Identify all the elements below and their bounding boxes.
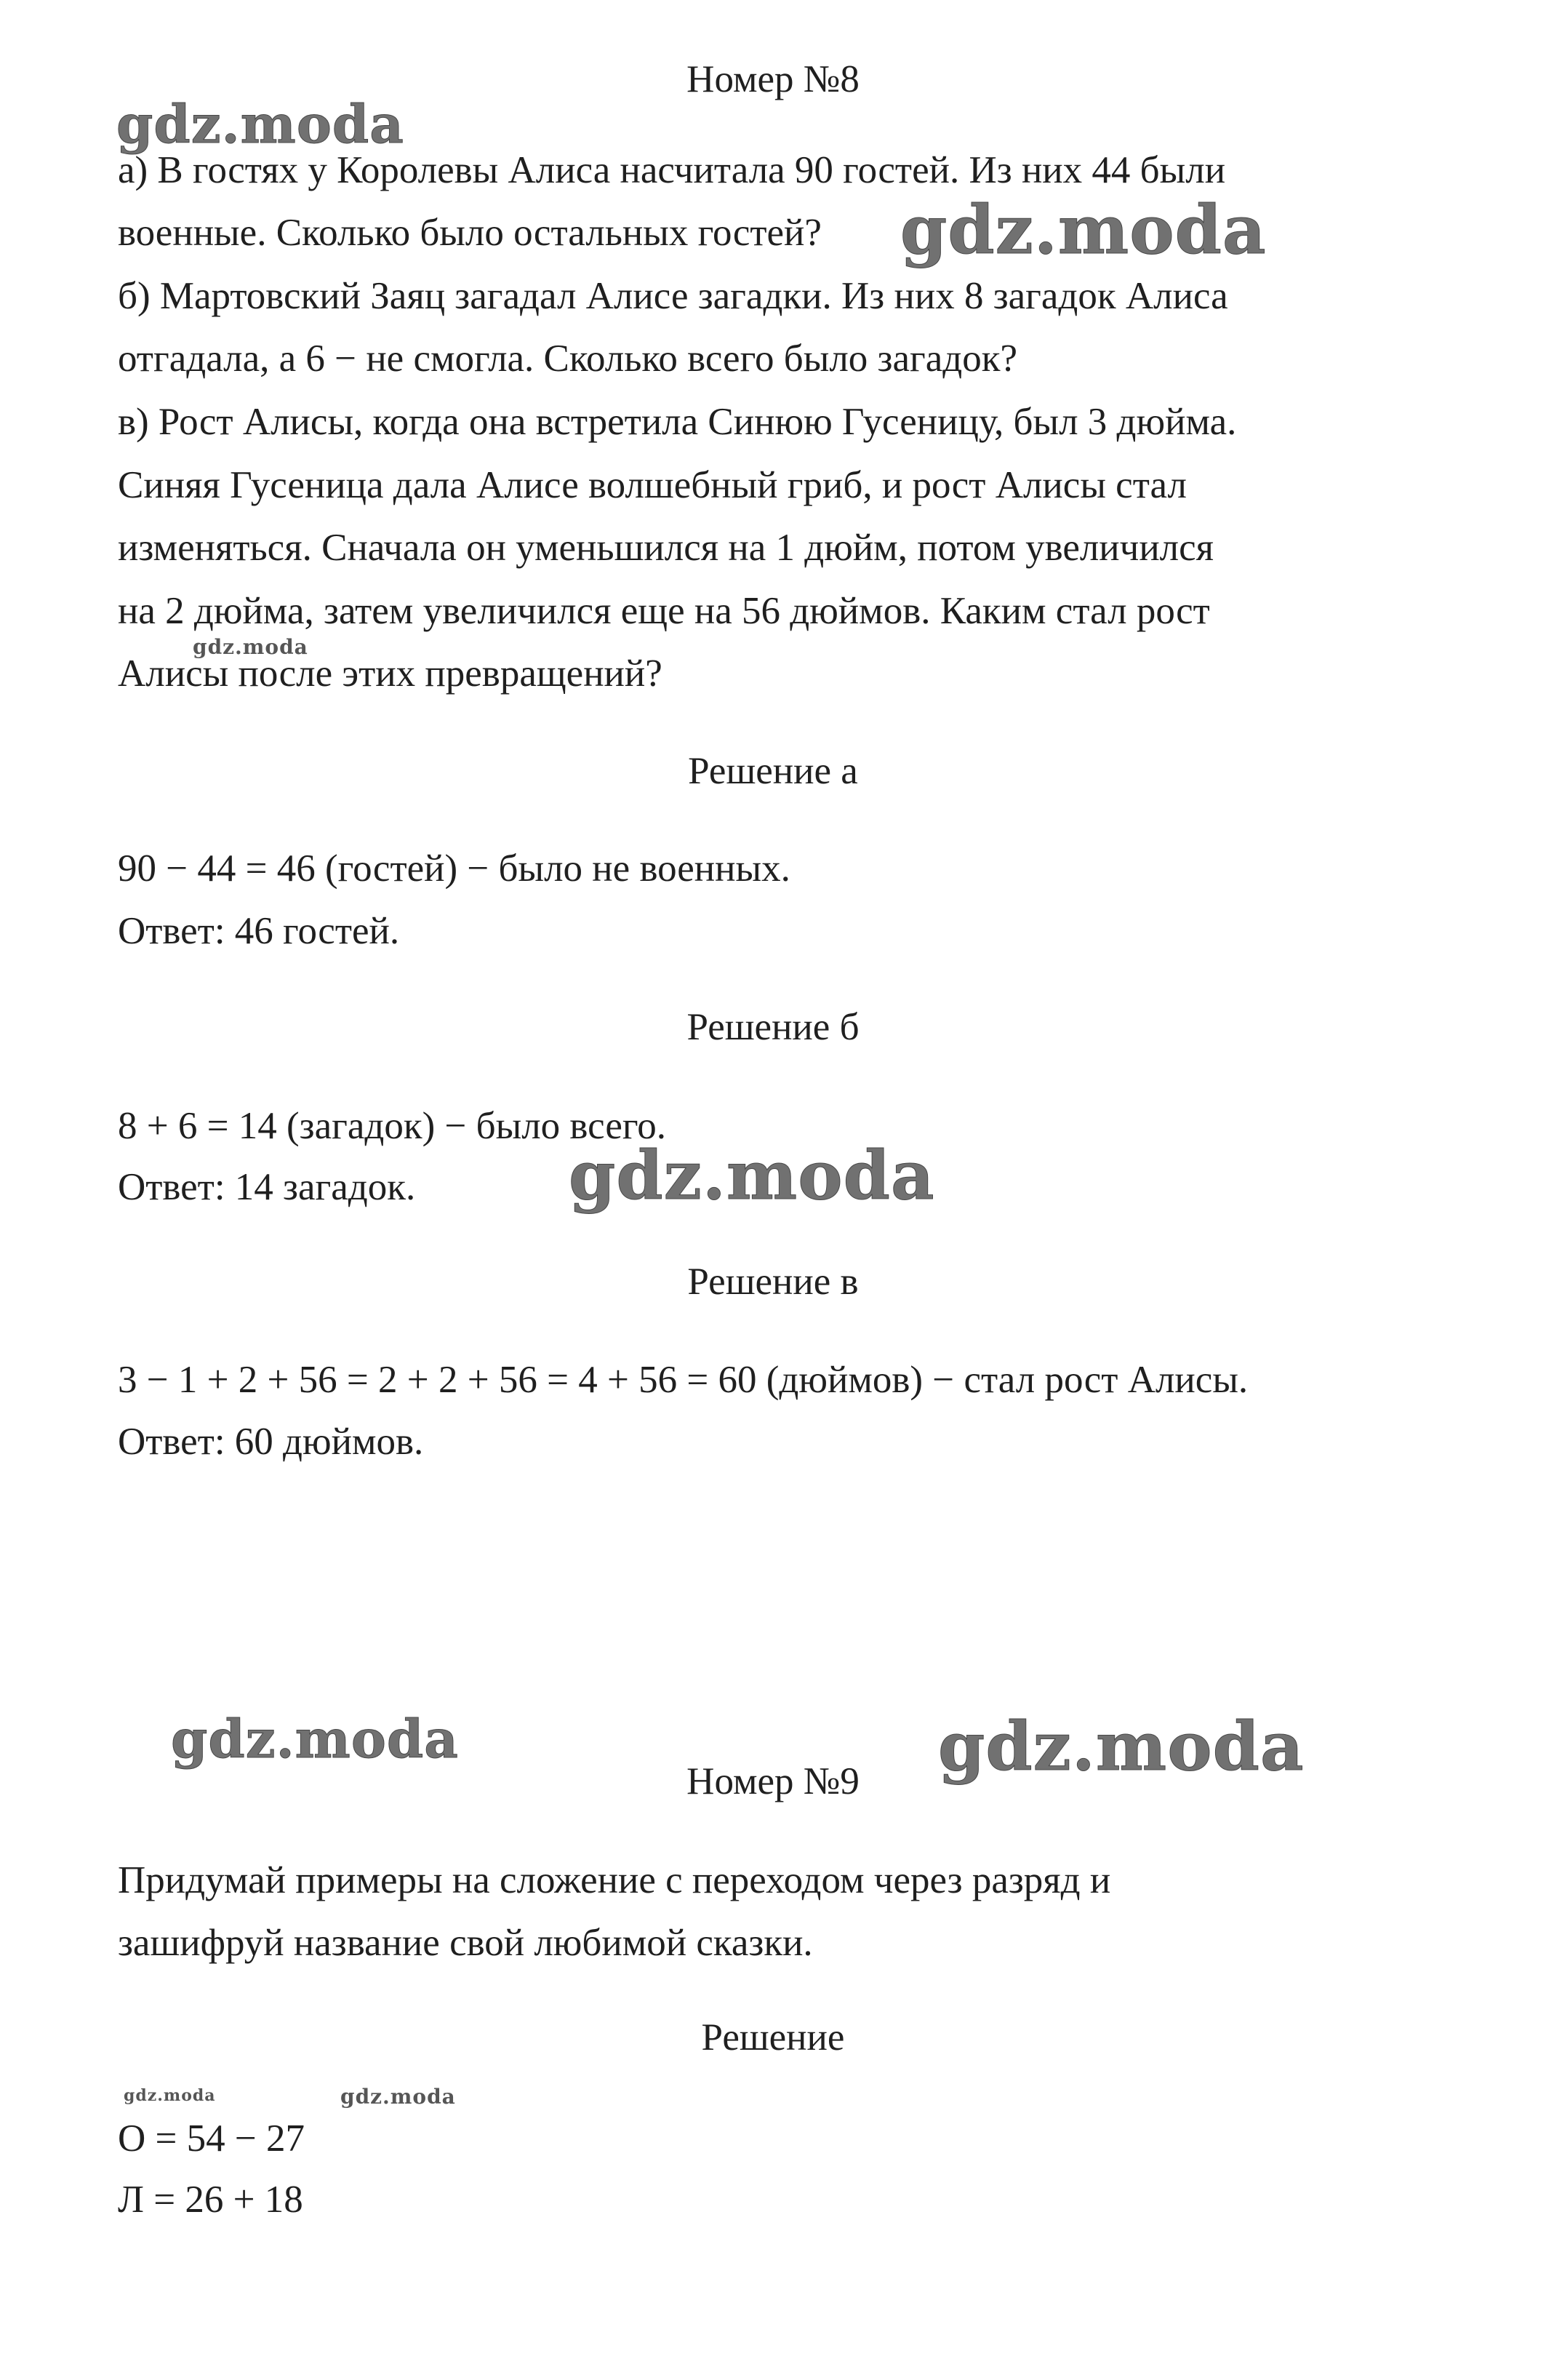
solution-v-heading: Решение в [687,1261,859,1303]
watermark-text: gdz.moda [124,2086,216,2105]
problem-9-title: Номер №9 [686,1760,860,1802]
problem-8-text-line: на 2 дюйма, затем увеличился еще на 56 дюймов. Каким стал рост [118,590,1210,632]
solution-a-heading: Решение а [688,750,858,792]
watermark-text: gdz.moda [193,635,308,659]
problem-9-solution-line: Л = 26 + 18 [118,2179,303,2221]
problem-9-solution-heading: Решение [701,2016,845,2058]
problem-8-text-line: б) Мартовский Заяц загадал Алисе загадки. Из них 8 загадок Алиса [118,275,1228,317]
watermark-text: gdz.moda [116,93,404,155]
problem-8-text-line: изменяться. Сначала он уменьшился на 1 дюйм, потом увеличился [118,527,1214,569]
problem-8-text-line: в) Рост Алисы, когда она встретила Синюю Гусеницу, был 3 дюйма. [118,401,1237,443]
watermark-text: gdz.moda [569,1136,935,1215]
problem-8-text-line: а) В гостях у Королевы Алиса насчитала 90 гостей. Из них 44 были [118,149,1226,191]
problem-8-text-line: Алисы после этих превращений? [118,652,662,695]
watermark-text: gdz.moda [938,1707,1305,1786]
solution-v-line: 3 − 1 + 2 + 56 = 2 + 2 + 56 = 4 + 56 = 60 (дюймов) − стал рост Алисы. [118,1359,1249,1401]
problem-8-text-line: Синяя Гусеница дала Алисе волшебный гриб, и рост Алисы стал [118,464,1187,506]
solution-b-heading: Решение б [686,1006,860,1048]
solution-b-answer: Ответ: 14 загадок. [118,1166,416,1208]
solution-a-line: 90 − 44 = 46 (гостей) − было не военных. [118,847,790,890]
problem-9-text-line: зашифруй название свой любимой сказки. [118,1922,813,1964]
solution-v-answer: Ответ: 60 дюймов. [118,1421,424,1463]
problem-9-solution-line: О = 54 − 27 [118,2117,305,2160]
problem-8-text-line: военные. Сколько было остальных гостей? [118,212,822,254]
watermark-text: gdz.moda [171,1708,459,1770]
watermark-text: gdz.moda [340,2085,456,2109]
problem-8-text-line: отгадала, а 6 − не смогла. Сколько всего было загадок? [118,338,1017,380]
problem-9-text-line: Придумай примеры на сложение с переходом через разряд и [118,1859,1111,1901]
solution-b-line: 8 + 6 = 14 (загадок) − было всего. [118,1105,667,1147]
watermark-text: gdz.moda [900,191,1267,269]
solution-a-answer: Ответ: 46 гостей. [118,910,400,952]
problem-8-title: Номер №8 [686,58,860,100]
